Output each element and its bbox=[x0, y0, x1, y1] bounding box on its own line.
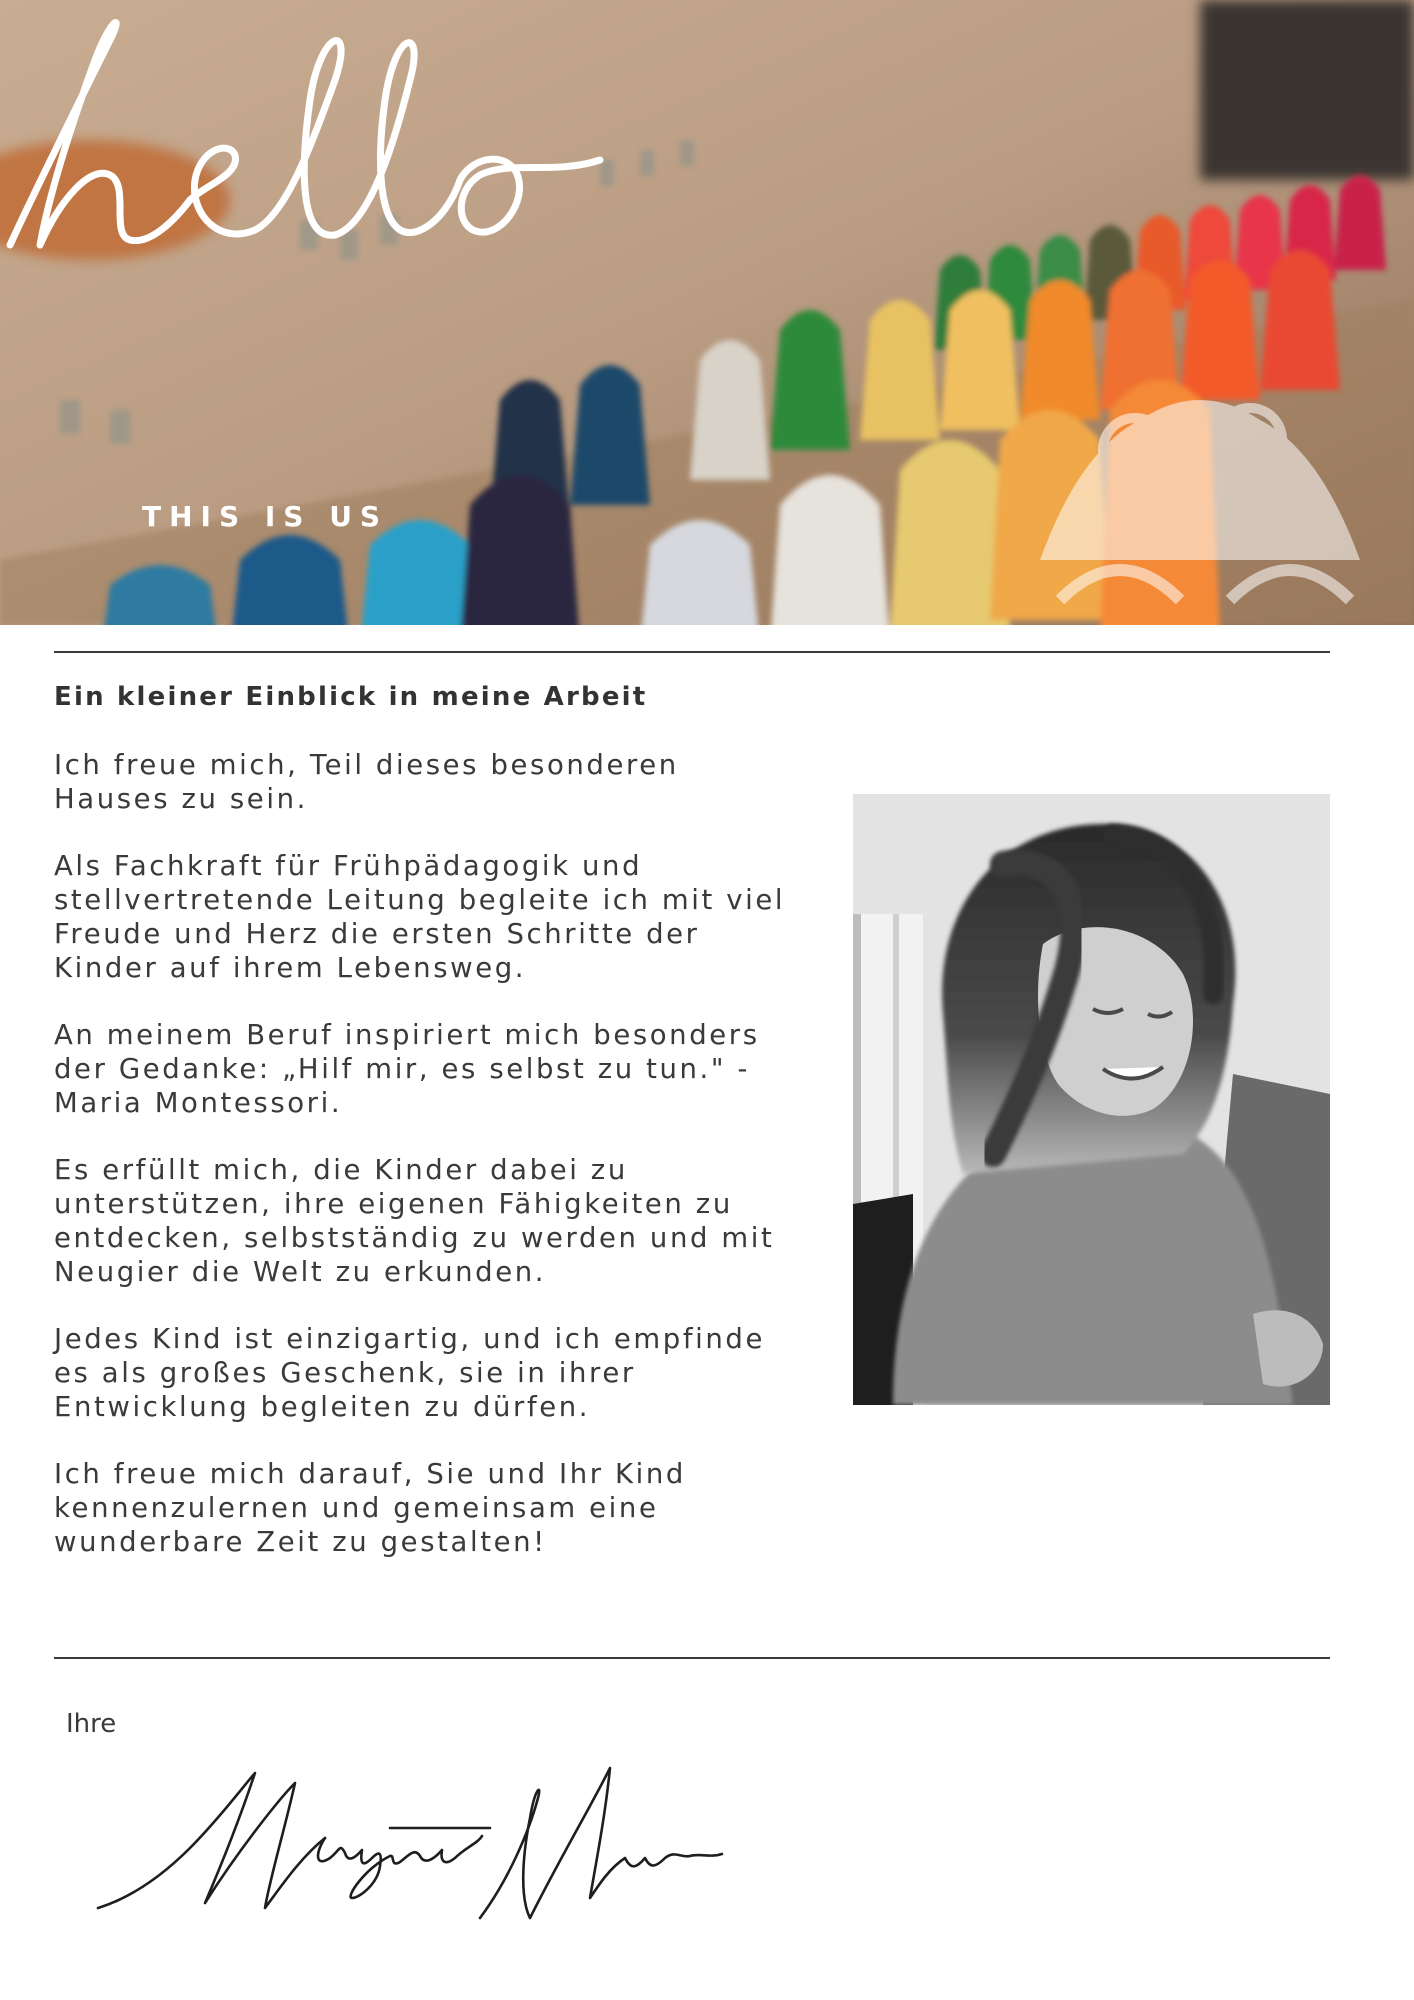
paragraph: Als Fachkraft für Frühpädagogik und stellvertretende Leitung begleite ich mit viel Freude und Herz die ersten Schritte der Kinder auf ihrem Lebensweg. bbox=[54, 850, 786, 984]
tagline: THIS IS US bbox=[142, 500, 389, 533]
paragraph: An meinem Beruf inspiriert mich besonders der Gedanke: „Hilf mir, es selbst zu tun." - Maria Montessori. bbox=[54, 1019, 760, 1119]
paragraph: Ich freue mich darauf, Sie und Ihr Kind kennenzulernen und gemeinsam eine wunderbare Zeit zu gestalten! bbox=[54, 1458, 686, 1558]
hello-script-title bbox=[0, 0, 640, 260]
divider-bottom bbox=[54, 1657, 1330, 1659]
paragraph: Es erfüllt mich, die Kinder dabei zu unterstützen, ihre eigenen Fähigkeiten zu entdecken, selbstständig zu werden und mit Neugier die Welt zu erkunden. bbox=[54, 1154, 775, 1288]
divider-top bbox=[54, 651, 1330, 653]
header-photo bbox=[0, 0, 1414, 625]
portrait-photo bbox=[853, 794, 1330, 1405]
paragraph: Ich freue mich, Teil dieses besonderen Hauses zu sein. bbox=[54, 749, 679, 815]
section-title: Ein kleiner Einblick in meine Arbeit bbox=[54, 682, 648, 712]
intro-text bbox=[54, 748, 794, 1592]
paragraph: Jedes Kind ist einzigartig, und ich empfinde es als großes Geschenk, sie in ihrer Entwicklung begleiten zu dürfen. bbox=[54, 1323, 765, 1423]
closing-text: Ihre bbox=[66, 1709, 117, 1739]
signature bbox=[90, 1758, 730, 1938]
